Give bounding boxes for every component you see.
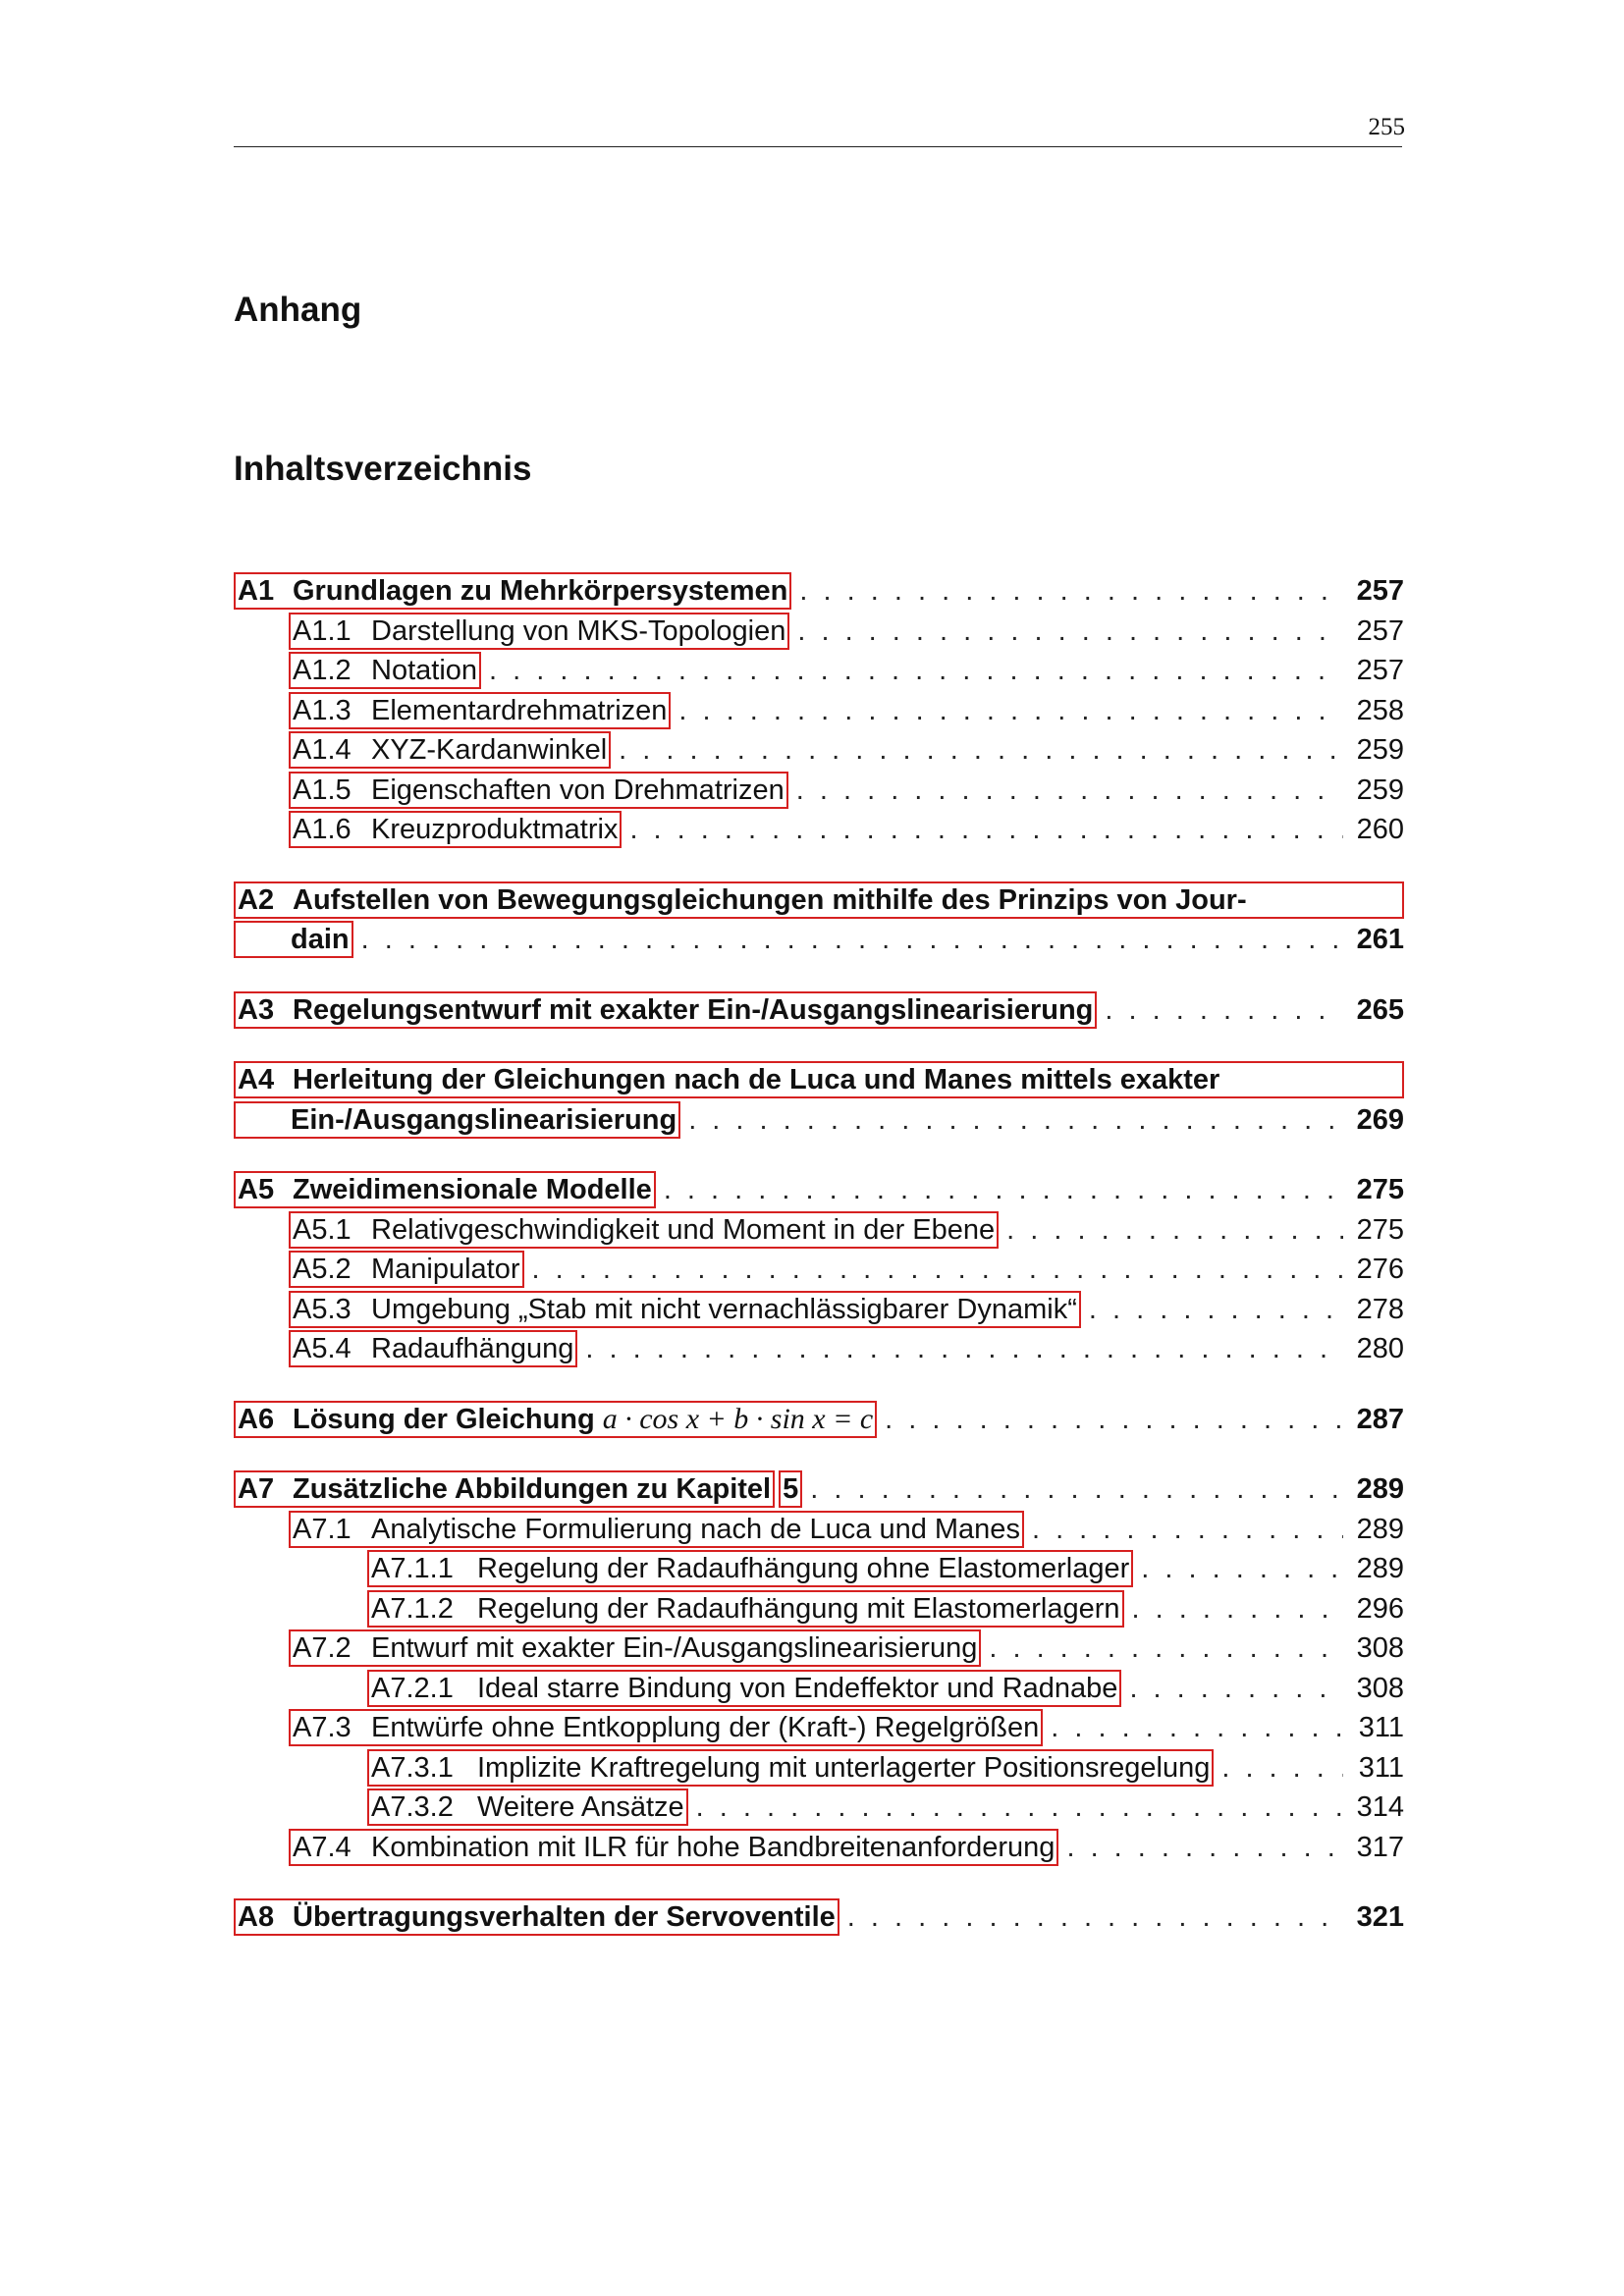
toc-entry-a1 <box>234 571 1404 612</box>
section-title: Regelungsentwurf mit exakter Ein-/Ausgangslinearisierung <box>293 993 1094 1026</box>
toc-entry-a5-3 <box>234 1290 1404 1330</box>
section-number: A3 <box>238 993 275 1026</box>
dot-leader <box>656 1170 1343 1210</box>
section-title: Übertragungsverhalten der Servoventile <box>293 1901 836 1934</box>
toc-link-a7[interactable] <box>234 1470 775 1508</box>
toc-entry-a5-4 <box>234 1329 1404 1369</box>
toc-link-a2-cont[interactable] <box>234 921 353 958</box>
dot-leader <box>1043 1708 1343 1748</box>
page-ref: 278 <box>1356 1293 1404 1325</box>
section-title: Regelung der Radaufhängung ohne Elastomerlager <box>477 1553 1130 1585</box>
page-ref: 265 <box>1356 993 1404 1026</box>
dot-leader <box>791 571 1343 612</box>
toc-entry-a5-2 <box>234 1250 1404 1290</box>
section-number: A1 <box>238 575 275 608</box>
toc-link-a4[interactable] <box>234 1061 1404 1098</box>
toc-entry-a7-1-2 <box>234 1589 1404 1629</box>
dot-leader <box>1124 1589 1343 1629</box>
section-title: Regelung der Radaufhängung mit Elastomerlagern <box>477 1592 1120 1625</box>
dot-leader <box>688 1788 1343 1828</box>
toc-link-a7-3[interactable] <box>289 1709 1043 1746</box>
toc-link-a1[interactable] <box>234 572 791 610</box>
page-ref: 289 <box>1356 1553 1404 1584</box>
page-ref: 296 <box>1356 1592 1404 1625</box>
section-number: A7.1.2 <box>371 1592 454 1625</box>
toc-link-a7-1-1[interactable] <box>367 1550 1133 1587</box>
section-number: A8 <box>238 1901 275 1934</box>
dot-leader <box>524 1250 1343 1290</box>
dot-leader <box>788 771 1343 811</box>
section-number: A7.1 <box>293 1513 352 1545</box>
toc-link-a5[interactable] <box>234 1171 656 1208</box>
toc-entry-a2 <box>234 881 1404 960</box>
section-number: A5 <box>238 1174 275 1206</box>
section-title: Implizite Kraftregelung mit unterlagerter Positionsregelung <box>477 1751 1211 1784</box>
section-number: A6 <box>238 1403 275 1435</box>
section-number: A7 <box>238 1473 275 1506</box>
section-number: A1.6 <box>293 814 352 846</box>
section-number: A5.4 <box>293 1333 352 1365</box>
toc-heading: Inhaltsverzeichnis <box>234 450 532 488</box>
toc-link-a5-3[interactable] <box>289 1291 1081 1328</box>
dot-leader <box>877 1400 1343 1440</box>
page-ref: 259 <box>1356 734 1404 766</box>
section-number: A5.2 <box>293 1254 352 1286</box>
page-ref: 257 <box>1356 655 1404 686</box>
toc-entry-a6 <box>234 1400 1404 1440</box>
toc-link-a3[interactable] <box>234 991 1097 1029</box>
toc-link-a4-cont[interactable] <box>234 1101 680 1139</box>
toc-entry-a7-3-2 <box>234 1788 1404 1828</box>
page-ref: 311 <box>1358 1751 1404 1784</box>
toc-link-a2[interactable] <box>234 881 1404 919</box>
toc-link-a1-4[interactable] <box>289 731 611 769</box>
dot-leader <box>1081 1290 1343 1330</box>
section-number: A1.2 <box>293 655 352 687</box>
dot-leader <box>1097 990 1343 1031</box>
page-ref: 276 <box>1356 1254 1404 1285</box>
page-number: 255 <box>1368 114 1405 140</box>
chapter-title: Anhang <box>234 291 362 329</box>
toc-entry-a7-2 <box>234 1629 1404 1669</box>
section-number: A7.3.2 <box>371 1791 454 1824</box>
dot-leader <box>1214 1748 1343 1789</box>
toc-entry-a5-1 <box>234 1210 1404 1251</box>
page-ref: 308 <box>1356 1672 1404 1704</box>
toc-entry-a1-3 <box>234 691 1404 731</box>
dot-leader <box>671 691 1343 731</box>
section-title: Relativgeschwindigkeit und Moment in der Ebene <box>371 1213 996 1246</box>
page-ref: 289 <box>1356 1473 1404 1505</box>
section-number: A7.3 <box>293 1712 352 1744</box>
toc-entry-a4 <box>234 1060 1404 1140</box>
toc-entry-a1-1 <box>234 612 1404 652</box>
toc-entry-a7-4 <box>234 1828 1404 1868</box>
toc-entry-a7-3 <box>234 1708 1404 1748</box>
page-ref: 287 <box>1356 1403 1404 1435</box>
toc-link-a1-3[interactable] <box>289 692 671 729</box>
section-title: Notation <box>371 655 478 687</box>
page-ref: 259 <box>1356 774 1404 806</box>
section-title: Darstellung von MKS-Topologien <box>371 614 786 647</box>
dot-leader <box>680 1100 1343 1141</box>
dot-leader <box>353 920 1343 960</box>
toc-entry-a7-1 <box>234 1510 1404 1550</box>
page-ref: 289 <box>1356 1513 1404 1545</box>
section-number: A1.3 <box>293 694 352 726</box>
section-title: Elementardrehmatrizen <box>371 694 668 726</box>
section-number: A7.4 <box>293 1831 352 1863</box>
toc-entry-a7-1-1 <box>234 1549 1404 1589</box>
toc-entry-a8 <box>234 1897 1404 1938</box>
equation: a · cos x + b · sin x = c <box>602 1402 874 1435</box>
section-title-line1: Herleitung der Gleichungen nach de Luca und Manes mittels exakter <box>293 1064 1220 1096</box>
section-title: Zweidimensionale Modelle <box>293 1174 652 1206</box>
section-number: A7.1.1 <box>371 1553 454 1585</box>
page-ref: 280 <box>1356 1333 1404 1364</box>
table-of-contents <box>234 571 1404 1938</box>
section-title: Radaufhängung <box>371 1333 574 1365</box>
section-title: Kombination mit ILR für hohe Bandbreitenanforderung <box>371 1831 1056 1863</box>
toc-link-a8[interactable] <box>234 1898 839 1936</box>
section-title: XYZ-Kardanwinkel <box>371 734 608 767</box>
dot-leader <box>577 1329 1343 1369</box>
dot-leader <box>611 730 1343 771</box>
section-title: Eigenschaften von Drehmatrizen <box>371 774 785 806</box>
section-title: Zusätzliche Abbildungen zu Kapitel <box>293 1473 772 1506</box>
toc-entry-a1-2 <box>234 651 1404 691</box>
section-title: Weitere Ansätze <box>477 1791 684 1824</box>
toc-entry-a7 <box>234 1469 1404 1510</box>
section-number: A7.2 <box>293 1632 352 1665</box>
section-number: A1.4 <box>293 734 352 767</box>
toc-link-a5-4[interactable] <box>289 1330 577 1367</box>
page-ref: 314 <box>1356 1791 1404 1823</box>
toc-link-a7-1-2[interactable] <box>367 1590 1124 1628</box>
toc-link-a7-2[interactable] <box>289 1629 981 1667</box>
page-ref: 260 <box>1356 814 1404 845</box>
section-title: Kreuzproduktmatrix <box>371 814 619 846</box>
toc-entry-a1-5 <box>234 771 1404 811</box>
section-number: A7.3.1 <box>371 1751 454 1784</box>
section-title: Lösung der Gleichung <box>293 1403 595 1435</box>
toc-link-a7-1[interactable] <box>289 1511 1024 1548</box>
section-number: A5.3 <box>293 1293 352 1325</box>
dot-leader <box>981 1629 1343 1669</box>
toc-link-a5-2[interactable] <box>289 1251 524 1288</box>
toc-link-a6[interactable] <box>234 1401 877 1438</box>
toc-link-a7-2-1[interactable] <box>367 1670 1121 1707</box>
section-title-line2: Ein-/Ausgangslinearisierung <box>291 1103 677 1136</box>
toc-link-a7-3-1[interactable] <box>367 1749 1214 1787</box>
page-ref: 257 <box>1356 575 1404 607</box>
section-number: A1.1 <box>293 614 352 647</box>
page-ref: 261 <box>1356 924 1404 955</box>
section-title: Umgebung „Stab mit nicht vernachlässigbarer Dynamik“ <box>371 1293 1077 1325</box>
section-title-line2: dain <box>291 924 350 956</box>
page-ref: 275 <box>1356 1174 1404 1205</box>
toc-entry-a3 <box>234 990 1404 1031</box>
section-title-line1: Aufstellen von Bewegungsgleichungen mithilfe des Prinzips von Jour- <box>293 883 1247 916</box>
section-number: A1.5 <box>293 774 352 806</box>
section-title: Analytische Formulierung nach de Luca und Manes <box>371 1513 1020 1545</box>
toc-link-a1-2[interactable] <box>289 652 481 689</box>
dot-leader <box>999 1210 1343 1251</box>
dot-leader <box>789 612 1343 652</box>
dot-leader <box>481 651 1343 691</box>
toc-entry-a1-6 <box>234 810 1404 850</box>
dot-leader <box>1133 1549 1343 1589</box>
chapter-ref-link[interactable]: 5 <box>779 1470 802 1508</box>
dot-leader <box>1121 1669 1343 1709</box>
dot-leader <box>1058 1828 1343 1868</box>
dot-leader <box>622 810 1343 850</box>
section-number: A2 <box>238 883 275 916</box>
toc-link-a5-1[interactable] <box>289 1211 999 1249</box>
page-ref: 269 <box>1356 1103 1404 1136</box>
toc-link-a7-4[interactable] <box>289 1829 1058 1866</box>
toc-entry-a7-3-1 <box>234 1748 1404 1789</box>
page-ref: 311 <box>1358 1712 1404 1743</box>
page-ref: 257 <box>1356 614 1404 647</box>
page-ref: 308 <box>1356 1632 1404 1664</box>
section-title: Entwurf mit exakter Ein-/Ausgangslinearisierung <box>371 1632 978 1665</box>
section-number: A5.1 <box>293 1213 352 1246</box>
header-rule <box>234 146 1402 147</box>
page-ref: 258 <box>1356 694 1404 726</box>
section-number: A7.2.1 <box>371 1672 454 1704</box>
page-ref: 275 <box>1356 1213 1404 1246</box>
toc-link-a1-1[interactable] <box>289 613 789 650</box>
toc-link-a1-6[interactable] <box>289 811 622 848</box>
dot-leader <box>802 1469 1343 1510</box>
toc-entry-a5 <box>234 1170 1404 1210</box>
section-title: Entwürfe ohne Entkopplung der (Kraft-) Regelgrößen <box>371 1712 1040 1744</box>
page-ref: 317 <box>1356 1831 1404 1863</box>
dot-leader <box>1024 1510 1343 1550</box>
section-title: Manipulator <box>371 1254 520 1286</box>
toc-entry-a1-4 <box>234 730 1404 771</box>
section-title: Grundlagen zu Mehrkörpersystemen <box>293 575 788 608</box>
section-title: Ideal starre Bindung von Endeffektor und Radnabe <box>477 1672 1118 1704</box>
section-number: A4 <box>238 1064 275 1096</box>
page-ref: 321 <box>1356 1901 1404 1933</box>
toc-link-a1-5[interactable] <box>289 772 788 809</box>
toc-link-a7-3-2[interactable] <box>367 1789 688 1826</box>
toc-entry-a7-2-1 <box>234 1669 1404 1709</box>
dot-leader <box>839 1897 1343 1938</box>
